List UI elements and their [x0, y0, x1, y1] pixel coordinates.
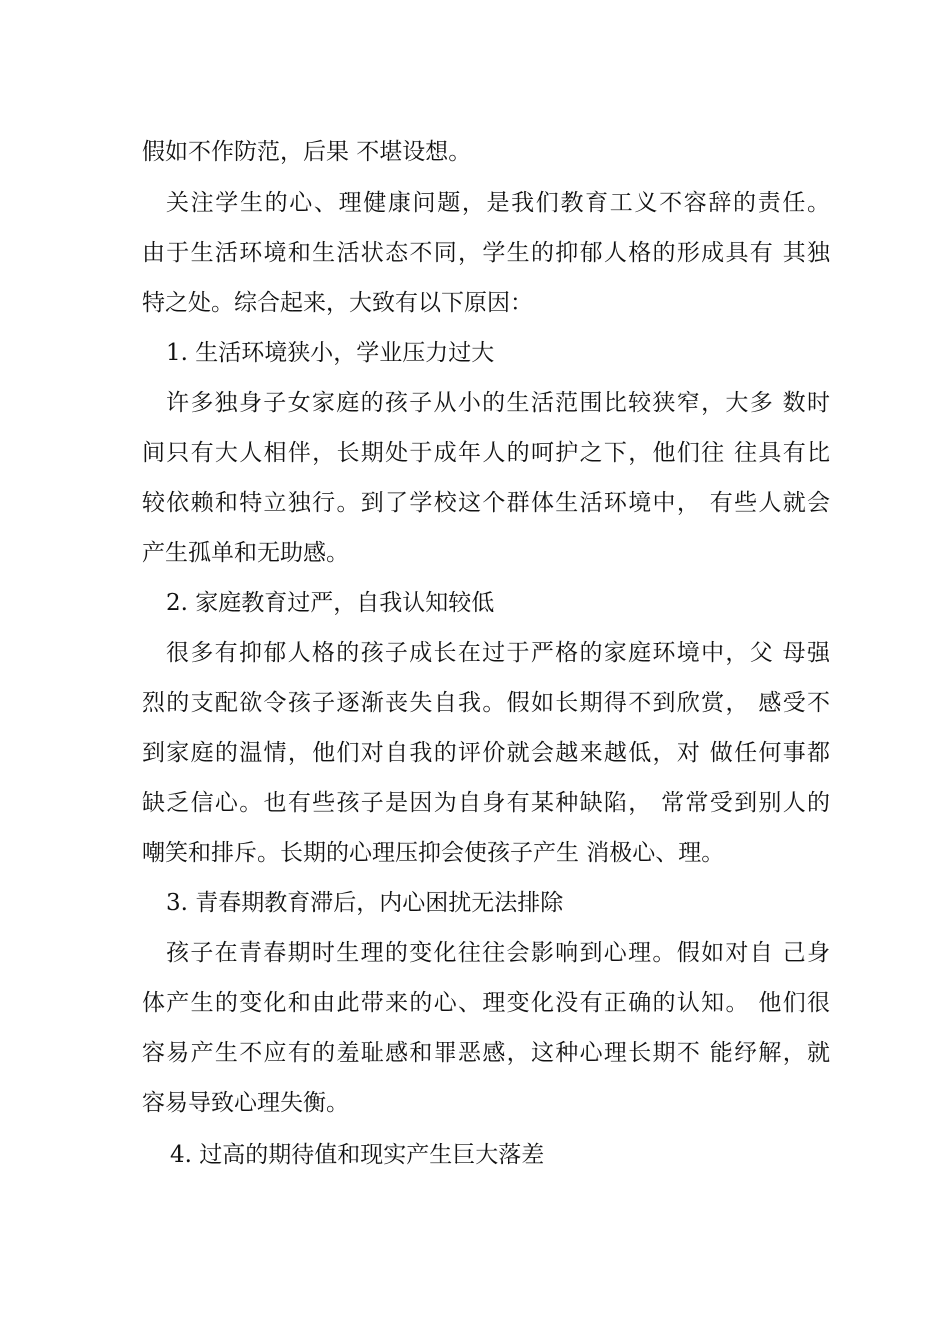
text-line: 假如不作防范，后果 不堪设想。 — [142, 139, 472, 165]
text-line: 由于生活环境和生活状态不同，学生的抑郁人格的形成具有 其独 — [142, 240, 830, 266]
text-line: 间只有大人相伴，长期处于成年人的呵护之下，他们往 往具有比 — [142, 440, 830, 466]
text-line: 容易产生不应有的羞耻感和罪恶感，这种心理长期不 能纾解，就 — [142, 1040, 830, 1066]
paragraph-start: 孩子在青春期时生理的变化往往会影响到心理。假如对自 己身 — [166, 940, 830, 966]
text-line: 到家庭的温情，他们对自我的评价就会越来越低，对 做任何事都 — [142, 740, 830, 766]
text-line: 体产生的变化和由此带来的心、理变化没有正确的认知。 他们很 — [142, 990, 830, 1016]
section-heading: 2. 家庭教育过严，自我认知较低 — [166, 590, 495, 616]
text-line: 特之处。综合起来，大致有以下原因： — [142, 290, 533, 316]
text-line: 较依赖和特立独行。到了学校这个群体生活环境中， 有些人就会 — [142, 490, 830, 516]
paragraph-start: 关注学生的心、理健康问题，是我们教育工义不容辞的责任。 — [166, 190, 830, 216]
paragraph-start: 很多有抑郁人格的孩子成长在过于严格的家庭环境中，父 母强 — [166, 640, 830, 666]
paragraph-start: 许多独身子女家庭的孩子从小的生活范围比较狭窄，大多 数时 — [166, 390, 830, 416]
section-heading: 4. 过高的期待值和现实产生巨大落差 — [170, 1142, 545, 1168]
text-line: 产生孤单和无助感。 — [142, 540, 349, 566]
text-line: 烈的支配欲令孩子逐渐丧失自我。假如长期得不到欣赏， 感受不 — [142, 690, 830, 716]
text-line: 容易导致心理失衡。 — [142, 1090, 349, 1116]
text-line: 嘲笑和排斥。长期的心理压抑会使孩子产生 消极心、理。 — [142, 840, 725, 866]
text-line: 缺乏信心。也有些孩子是因为自身有某种缺陷， 常常受到别人的 — [142, 790, 830, 816]
section-heading: 3. 青春期教育滞后，内心困扰无法排除 — [166, 890, 564, 916]
section-heading: 1. 生活环境狭小，学业压力过大 — [166, 340, 495, 366]
